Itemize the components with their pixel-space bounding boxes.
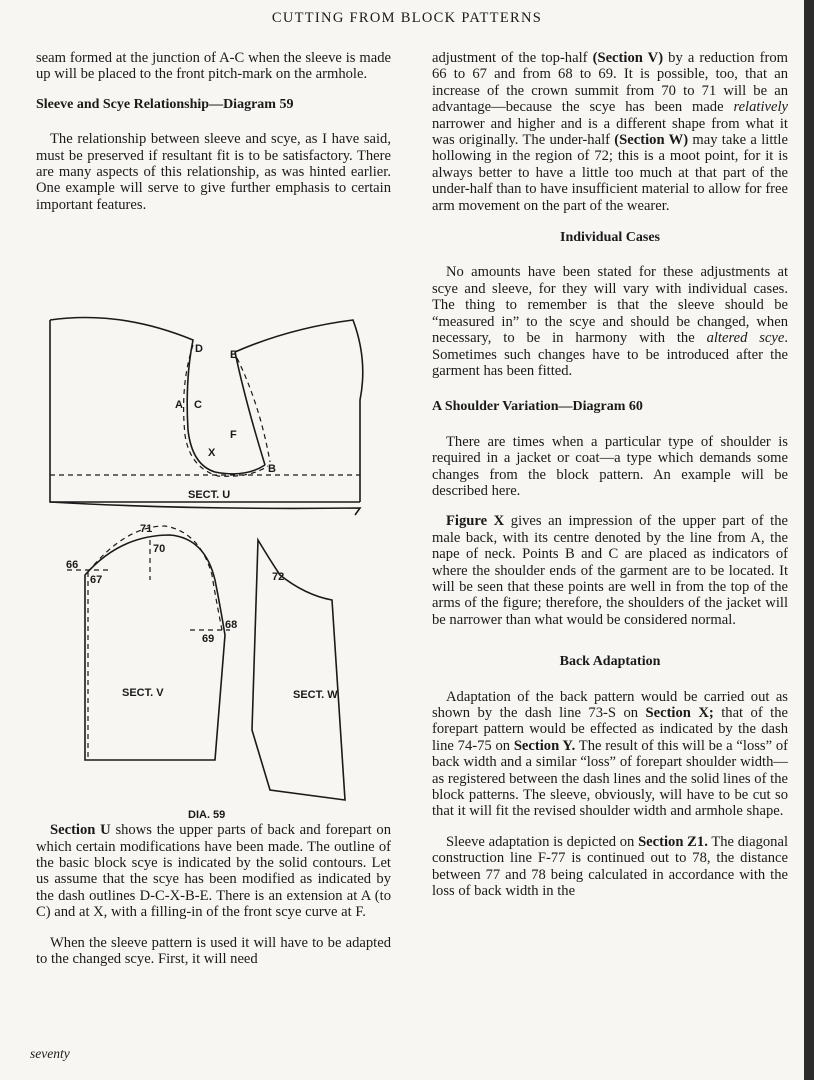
bold-term: Section U (50, 822, 111, 839)
section-v-outline (85, 535, 225, 760)
bold-term: Figure X (446, 513, 505, 530)
section-heading: Sleeve and Scye Relationship—Diagram 59 (36, 96, 294, 112)
bold-term: Section Z1. (638, 833, 708, 850)
label-x: X (208, 447, 216, 459)
bold-term: Section Y. (513, 737, 576, 754)
page-folio: seventy (30, 1046, 70, 1061)
book-spine-edge (804, 0, 814, 1080)
text-run: that of the forepart pattern would be effected as indicated by the dash line 74-75 on (432, 705, 788, 754)
paragraph: seam formed at the junction of A-C when the sleeve is made up will be placed to the front pitch-mark on the armhole. (36, 50, 391, 83)
paragraph (432, 689, 788, 820)
text-run: by a reduction from 66 to 67 and from 68 to 69. It is possible, too, that an increase of the crown summit from 70 to 71 will be an advantage—because the scye has been made (432, 50, 788, 116)
label-a: A (175, 399, 183, 411)
label-68: 68 (225, 619, 238, 631)
bold-term: (Section W) (614, 132, 689, 149)
label-c: C (194, 399, 202, 411)
label-b: B (268, 463, 276, 475)
bold-term: (Section V) (592, 50, 664, 66)
section-heading: A Shoulder Variation—Diagram 60 (432, 399, 643, 415)
paragraph (432, 834, 788, 900)
right-column (432, 50, 788, 913)
section-u-forepart (235, 320, 363, 502)
text-run: Sleeve adaptation is depicted on (446, 833, 639, 850)
label-d: D (195, 343, 203, 355)
label-f: F (230, 429, 237, 441)
text-run: adjustment of the top-half (432, 50, 593, 66)
diagram-drawing (40, 300, 380, 840)
label-sect-w: SECT. W (293, 689, 338, 701)
italic-term: relatively (733, 99, 788, 116)
bold-term: Section X; (645, 705, 714, 721)
text-run: may take a little hollowing in the region of 72; this is a moot point, for it is always better to have a little too much at that part of the under-half than to have insufficient material to allow for free arm movement on the part of the wearer. (432, 132, 788, 214)
paragraph (432, 264, 788, 379)
label-sect-u: SECT. U (188, 489, 231, 501)
label-71: 71 (140, 523, 153, 535)
text-run: . Sometimes such changes have to be introduced after the garment has been fitted. (432, 330, 789, 379)
text-run: The diagonal construction line F-77 is continued out to 78, the distance between 77 and 78 being calculated in accordance with the loss of back width in the (432, 833, 788, 900)
label-70: 70 (153, 543, 166, 555)
paragraph: When the sleeve pattern is used it will have to be adapted to the changed scye. First, it will need (36, 934, 391, 968)
section-u-front-scye (235, 352, 265, 465)
label-67: 67 (90, 574, 103, 586)
diagram-caption: DIA. 59 (188, 809, 226, 821)
paragraph (432, 513, 788, 628)
text-run: The result of this will be a “loss” of back width and a similar “loss” of forepart shoulder width—as registered between the dash lines and the solid lines of the block patterns. The sleeve, obviously, will have to be cut so that it will fit the revised shoulder width and armhole shape. (432, 737, 788, 820)
label-69: 69 (202, 633, 215, 645)
label-e: E (230, 349, 238, 361)
paragraph: There are times when a particular type of shoulder is required in a jacket or coat—a type which demands some changes from the block pattern. An example will be described here. (432, 433, 788, 499)
section-w-outline (252, 540, 345, 800)
section-v-dash (88, 526, 222, 630)
section-u-back-scye (50, 318, 265, 474)
running-head: CUTTING FROM BLOCK PATTERNS (271, 10, 543, 26)
diagram-59 (40, 300, 380, 840)
modified-front-dash (237, 358, 270, 462)
section-heading: Individual Cases (560, 230, 660, 246)
text-run: No amounts have been stated for these adjustments at scye and sleeve, for they will vary with individual cases. The thing to remember is that the sleeve should be “measured in” to the scye and should be changed, when necessary, to be in harmony with the (432, 264, 788, 347)
paragraph: The relationship between sleeve and scye, as I have said, must be preserved if resultant fit is to be satisfactory. There are many aspects of this relationship, as was hinted earlier. One example will serve to give further emphasis to certain important features. (36, 131, 391, 213)
label-sect-v: SECT. V (122, 687, 164, 699)
text-run: narrower and higher and is a different shape from what it was originally. The under-half (432, 115, 788, 149)
text-run: gives an impression of the upper part of the male back, with its centre denoted by the line from A, the nape of neck. Points B and C are placed as indicators of where the shoulder ends of the garment are to be located. It will be seen that these points are well in from the top of the arms of the figure; therefore, the shoulders of the jacket will be narrower than what would be considered normal. (432, 513, 788, 628)
label-72: 72 (272, 571, 285, 583)
section-heading: Back Adaptation (559, 654, 661, 670)
text-run: Adaptation of the back pattern would be carried out as shown by the dash line 73-S on (432, 688, 788, 721)
italic-term: altered scye (706, 330, 785, 347)
label-66: 66 (66, 559, 79, 571)
text-run: shows the upper parts of back and forepart on which certain modifications have been made. The outline of the basic block scye is indicated by the solid contours. Let us assume that the scye has been modified as indicated by the dash outlines D-C-X-B-E. There is an extension at A (to C) and at X, with a filling-in of the front scye curve at F. (36, 822, 391, 921)
paragraph (432, 50, 788, 214)
